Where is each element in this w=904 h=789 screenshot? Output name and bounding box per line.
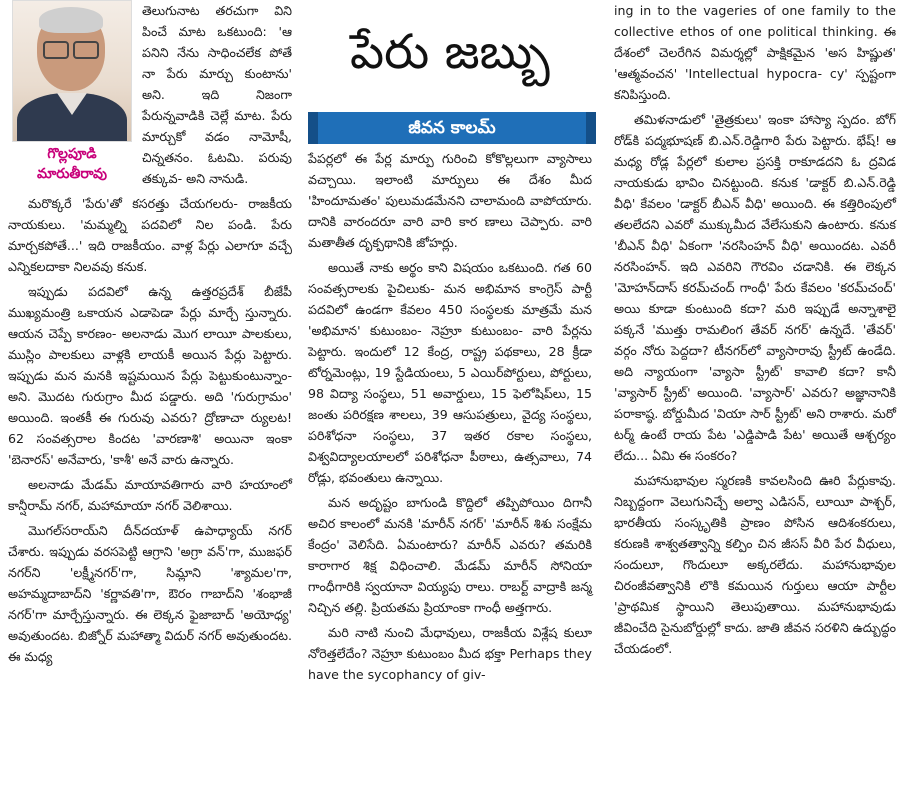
- paragraph: అలనాడు మేడమ్ మాయావతిగారు వారి హయాంలో కాన్షీరామ్ నగర్, మహామాయా నగర్ వెలిశాయి.: [8, 477, 292, 513]
- author-name: [8, 144, 136, 184]
- paragraph: మొగల్‌సరాయ్‌ని దీన్‌దయాళ్ ఉపాధ్యాయ్ నగర్ చేశారు. ఇప్పుడు వరసపెట్టి ఆగ్రాని 'అగ్రా వన్'గా, ముజఫర్ నగర్‌ని 'లక్ష్మీనగర్'గా, సిమ్లాని 'శ్యామల'గా, అహమ్మదాబాద్‌ని 'కర్ణావతి'గా, ఔరం గాబాద్‌ని 'శంభాజీ నగర్'గా మార్చేస్తున్నారు. ఈ లెక్కన ఫైజాబాద్ 'అయోధ్య' అవుతుందట. బిజ్నోర్ మహాత్మా విదుర్ నగర్ అవుతుందట. ఈ మధ్య: [8, 523, 292, 664]
- paragraph: ing in to the vageries of one family to the collective ethos of one political thinking. ఈ దేశంలో చెలరేగిన విమర్శల్లో పాక్షికమైన 'అస హిష్ణుత' 'ఆత్మవంచన' 'Intellectual hypocra- cy' స్పష్టంగా కనిపిస్తుంది.: [614, 3, 896, 102]
- column-1: [8, 0, 292, 671]
- author-name-line2: మారుతీరావు: [36, 166, 108, 182]
- author-block: [8, 0, 136, 184]
- paragraph: మరి నాటి నుంచి మేధావులు, రాజకీయ విశ్లేష కులూ నోరెత్తలేదేం? నెహ్రూ కుటుంబం మీద భక్తా Perhaps they have the sycophancy of giv-: [308, 625, 592, 682]
- paragraph: మన అదృష్టం బాగుండి కొద్దిలో తప్పిపోయిం దిగానీ అచిర కాలంలో మనకి 'మారీన్ నగర్' 'మారీన్ శిశు సంక్షేమ కేంద్రం' వెలిసేది. ఏమంటారు? మారీన్ ఎవరు? తమరికి కారాగార శిక్ష విధించాలి. మేడమ్ మారీన్ సోనియా గాంధీగారికి స్వయానా వియ్యపు రాలు. రాబర్ట్ వాద్రాకి జన్మ నిచ్చిన తల్లి. ప్రియతమ ప్రియాంకా గాంధీ అత్తగారు.: [308, 495, 592, 615]
- author-name-line1: గొల్లపూడి: [47, 146, 97, 162]
- paragraph: మరొక్కరే 'పేరు'తో కసరత్తు చేయగలరు- రాజకీయ నాయకులు. 'మమ్మల్ని పదవిలో నిల పండి. పేరు మార్చకపోతే...' ఇది రాజకీయం. వాళ్ల పేర్లు ఎలాగూ వచ్చే ఎన్నికలదాకా నిలవవు కనుక.: [8, 196, 292, 274]
- column-3: [614, 0, 896, 663]
- paragraph: పేపర్లలో ఈ పేర్ల మార్పు గురించి కోకొల్లలుగా వ్యాసాలు వచ్చాయి. ఇలాంటి మార్పులు ఈ దేశం మీద 'హిందూమతం' పులుమడమేనని చాలామంది వాపోయారు. దానికి వారందరూ వారి వారి కార ణాలు చెప్పారు. వారి మతాతీత దృక్పథానికి జోహర్లు.: [308, 151, 592, 250]
- author-photo: [12, 0, 132, 142]
- paragraph: మహానుభావుల స్మరణకి కావలసింది ఊరి పేర్లుకావు. నిబ్బద్దంగా వెలుగునిచ్చే అల్వా ఎడిసన్, లూయీ పాశ్చర్, భారతీయ సంస్కృతికి ప్రాణం పోసిన ఆదిశంకరులు, కరుణకి శాశ్వతత్వాన్ని కల్పిం చిన జీసస్ వీరి పేర వీధులు, సందులూ, గొందులూ అక్కరలేదు. మహానుభావుల చిరంజీవత్వానికి లొకి కమయిన గుర్తులు ఆయా పార్టీల 'ప్రాథమిక స్థాయిని తెలుపుతాయి. మహానుభావుడు జీవించేది సైనుబోర్డుల్లో కాదు. జాతి జీవన సరళిని ఉద్బుద్ధం చేయడంలో.: [614, 473, 896, 656]
- paragraph: తెలుగునాట తరచుగా విని పించే మాట ఒకటుంది: 'ఆ పనిని నేను సాధించలేక పోతే నా పేరు మార్చు కుంటాను' అని. ఇది నిజంగా పేరున్నవాడికి చెల్లే మాట. పేరు మార్చుకో వడం నామోషీ, చిన్నతనం. ఓటమి. పరువు తక్కువ- అని నానుడి.: [142, 3, 292, 186]
- paragraph: ఇప్పుడు పదవిలో ఉన్న ఉత్తరప్రదేశ్ బీజేపీ ముఖ్యమంత్రి ఒకాయన ఎడాపెడా పేర్లు మార్చే స్తున్నారు. ఆయన చెప్పే కారణం- అలనాడు మొగ లాయీ పాలకులు, ముస్లిం పాలకులు వాళ్లకి లాయకీ అయిన పేర్లు పెట్టారు. ఇప్పుడు మన మనకి ఇష్టమయిన పేర్లు పెట్టుకుంటున్నాం- అని. మొదట గురుగ్రాం మీద పడ్డారు. అది 'గురుగ్రామం' అయింది. ఇంతకీ ఈ గురువు ఎవరు? ద్రోణాచా ర్యులట! 62 సంవత్సరాల కిందట 'వారణాశి' అయినా ఇంకా 'బెనారస్' అనేవారు, 'కాశీ' అనే వారు ఉన్నారు.: [8, 284, 292, 467]
- paragraph: అయితే నాకు అర్థం కాని విషయం ఒకటుంది. గత 60 సంవత్సరాలకు పైచిలుకు- మన అభిమాన కాంగ్రెస్ పార్టీ పదవిలో ఉండగా కేవలం 450 సంస్థలకు మాత్రమే మన 'అభిమాన' కుటుంబం- నెహ్రూ కుటుంబం- వారి పేర్లను పెట్టారు. ఇందులో 12 కేంద్ర, రాష్ట్ర పథకాలు, 28 క్రీడా టోర్నమెంట్లు, 19 స్టేడియంలు, 5 ఎయిర్‌పోర్టులు, పోర్టులు, 98 విద్యా సంస్థలు, 51 అవార్డులు, 15 ఫెలోషిప్‌లు, 15 జంతు పరిరక్షణ శాలలు, 39 ఆసుపత్రులు, వైద్య సంస్థలు, పరిశోధనా సంస్థలు, 37 ఇతర రకాల సంస్థలు, విశ్వవిద్యాలయాలలో పరిశోధనా పీఠాలు, ఉత్సవాలు, 74 రోడ్లు, భవంతులు ఉన్నాయి.: [308, 260, 592, 485]
- column-name-banner: జీవన కాలమ్: [314, 112, 590, 144]
- headline: పేరు జబ్బు: [350, 24, 550, 80]
- column-2: [308, 148, 592, 689]
- paragraph: తమిళనాడులో 'తైత్రకులు' ఇంకా హాస్యా స్పదం. బోగ్ రోడ్‌కి పద్మభూషణ్ బి.ఎన్.రెడ్డిగారి పేరు పెట్టారు. భేష్! ఆ మధ్య రోడ్ల పేర్లలో కులాల ప్రసక్తి రాకూడదని ఓ ద్రవిడ నాయకుడు భావిం చినట్టుంది. కనుక 'డాక్టర్ బి.ఎన్.రెడ్డి వీధి' కేవలం 'డాక్టర్ బీఎన్ వీధి' అయింది. ఈ కత్తిరింపులో తలలేదని ఎవరో ముక్కుమీద వేలేసుకుని ఉంటారు. కనుక 'బీఎన్ వీధి' ఏకంగా 'నరసింహన్ వీధి' అయిందట. ఎవరీ నరసింహన్. ఇది ఎవరిని గౌరవిం చడానికి. ఈ లెక్కన 'మోహన్‌దాస్ కరమ్‌చంద్ గాంధీ' పేరు కేవలం 'కరమ్‌చంద్' అయి కూడా కుంటుంది కదా? మరి ఇప్పుడే అన్నాశాలై పక్కనే 'ముత్తు రామలింగ తేవర్ నగర్' ఉన్నదే. 'తేవర్' వర్గం నోరు పెద్దదా? టీనగర్‌లో వ్యాసారావు స్ట్రీట్ ఉండేది. అది న్యాయంగా 'వ్యాసా స్ట్రీట్' కావాలి కదా? కానీ 'వ్యాసార్ స్ట్రీట్' అయింది. 'వ్యాసార్' ఎవరు? అజ్ఞానానికి పరాకాష్ఠ. బోర్డుమీద 'వియా సార్ స్ట్రీట్' అని రాశారు. మరో టర్మ్ ఉంటే రాయ పేట 'ఎడ్డిపాడి పేట' అయితే ఆశ్చర్యం లేదు... ఏమి ఈ సంకరం?: [614, 112, 896, 463]
